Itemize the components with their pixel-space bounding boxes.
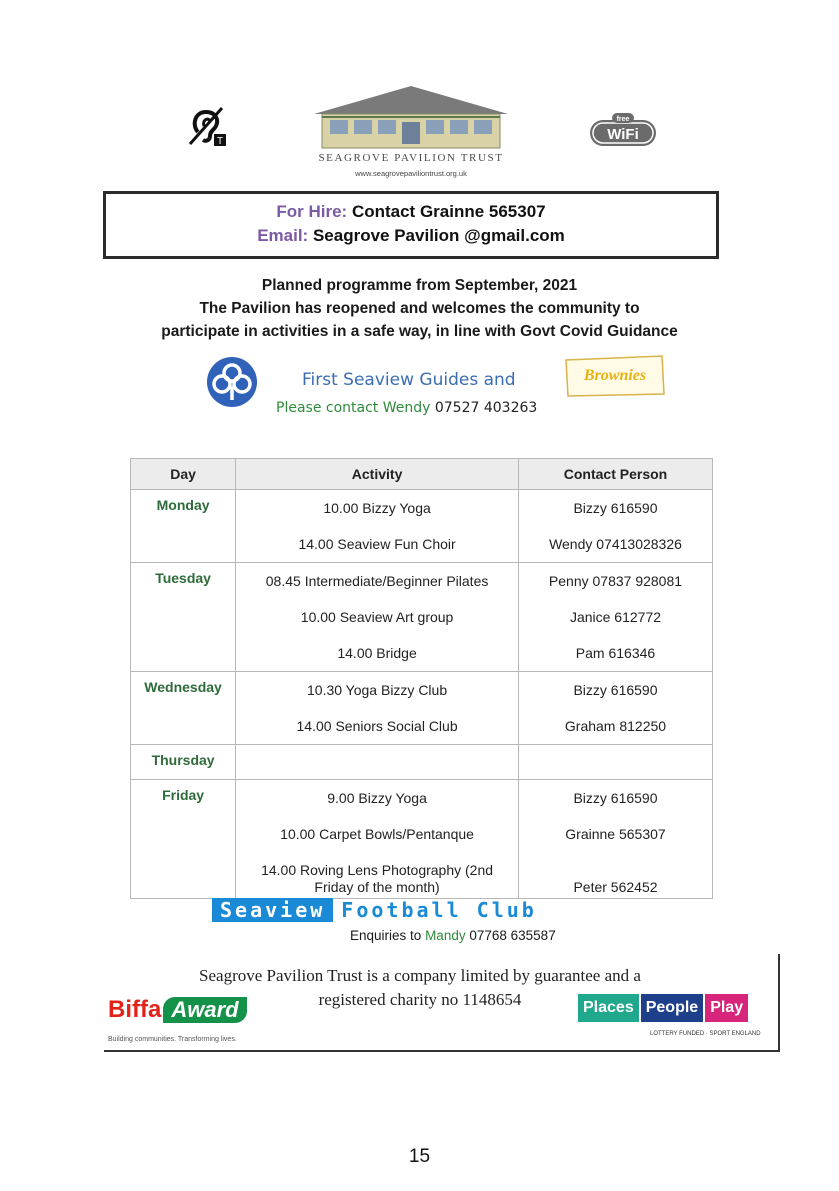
- biffa-label: Biffa: [108, 996, 162, 1023]
- contact-cell: [518, 780, 712, 899]
- contact-person: Bizzy 616590: [573, 789, 658, 806]
- activity-cell: [236, 672, 519, 745]
- brownies-label: Brownies: [583, 367, 647, 384]
- play-label: Play: [705, 994, 748, 1022]
- website-link[interactable]: www.seagrovepaviliontrust.org.uk: [355, 169, 467, 178]
- award-label: Award: [163, 997, 246, 1023]
- football-contact-name: Mandy: [425, 928, 466, 943]
- free-wifi-icon: [588, 112, 660, 152]
- wifi-free-label: free: [616, 116, 630, 123]
- hearing-loop-icon: [186, 104, 228, 148]
- email-address[interactable]: Seagrove Pavilion @gmail.com: [312, 226, 565, 245]
- football-name-part1: Seaview: [212, 898, 333, 922]
- guides-contact-text: Please contact Wendy: [276, 400, 431, 416]
- email-label: Email:: [257, 226, 309, 245]
- contact-person: Wendy 07413028326: [549, 535, 682, 552]
- trust-name: SEAGROVE PAVILION TRUST: [318, 152, 504, 164]
- football-name-part2: Football Club: [341, 898, 537, 922]
- guides-contact: [276, 400, 537, 416]
- activity: 14.00 Bridge: [337, 644, 417, 661]
- activity: 14.00 Roving Lens Photography (2nd Friday of the month): [261, 862, 494, 895]
- football-phone: 07768 635587: [469, 928, 556, 943]
- intro-line: participate in activities in a safe way, in line with Govt Covid Guidance: [161, 323, 678, 340]
- table-header-row: [131, 459, 713, 490]
- charity-line: Seagrove Pavilion Trust is a company limited by guarantee and a: [199, 966, 641, 985]
- places-people-play-logo: [578, 994, 748, 1022]
- activity: 14.00 Seniors Social Club: [296, 717, 458, 734]
- football-enquiries: [350, 928, 556, 943]
- girlguiding-trefoil-icon: [206, 356, 258, 408]
- table-row: [131, 745, 713, 780]
- day-monday: Monday: [131, 490, 236, 563]
- day-friday: Friday: [131, 780, 236, 899]
- charity-line: registered charity no 1148654: [318, 990, 522, 1009]
- activity-cell: [236, 780, 519, 899]
- pavilion-building-icon: [308, 84, 514, 150]
- hire-contact: Contact Grainne 565307: [351, 202, 546, 221]
- contact-person: Penny 07837 928081: [548, 572, 683, 589]
- intro-heading: Planned programme from September, 2021: [261, 277, 578, 294]
- biffa-tagline: Building communities. Transforming lives.: [108, 1036, 237, 1043]
- header-contact: Contact Person: [518, 459, 712, 490]
- places-label: Places: [578, 994, 639, 1022]
- contact-person: Janice 612772: [569, 608, 662, 625]
- biffa-award-logo: [108, 996, 247, 1024]
- contact-cell: [518, 672, 712, 745]
- pavilion-logo: [308, 84, 514, 190]
- day-tuesday: Tuesday: [131, 563, 236, 672]
- activity: 08.45 Intermediate/Beginner Pilates: [265, 572, 489, 589]
- contact-cell: [518, 745, 712, 780]
- contact-person: Bizzy 616590: [573, 681, 658, 698]
- activity: 10.00 Carpet Bowls/Pentanque: [280, 825, 474, 842]
- header-activity: Activity: [236, 459, 519, 490]
- activity-cell: [236, 563, 519, 672]
- contact-cell: [518, 563, 712, 672]
- header-day: Day: [131, 459, 236, 490]
- activity: 10.00 Bizzy Yoga: [323, 499, 431, 516]
- programme-intro: [60, 274, 779, 343]
- activity: 14.00 Seaview Fun Choir: [298, 535, 456, 552]
- activity-cell: [236, 745, 519, 780]
- enquiries-label: Enquiries to: [350, 928, 422, 943]
- activity: 10.30 Yoga Bizzy Club: [307, 681, 448, 698]
- contact-person: Pam 616346: [575, 644, 656, 661]
- people-label: People: [641, 994, 703, 1022]
- activity: 10.00 Seaview Art group: [300, 608, 454, 625]
- football-club-logo: [212, 898, 537, 922]
- activity: 9.00 Bizzy Yoga: [327, 789, 427, 806]
- svg-text:T: T: [216, 136, 224, 147]
- table-row: [131, 490, 713, 563]
- hire-contact-box: [103, 191, 719, 259]
- page-number: 15: [408, 1146, 431, 1167]
- contact-person: Bizzy 616590: [573, 499, 658, 516]
- hire-label: For Hire:: [276, 202, 348, 221]
- activity-schedule-table: [130, 458, 713, 899]
- brownies-logo: [562, 354, 668, 398]
- guides-contact-phone: 07527 403263: [434, 400, 538, 416]
- day-thursday: Thursday: [131, 745, 236, 780]
- contact-person: Grainne 565307: [565, 825, 666, 842]
- table-row: [131, 563, 713, 672]
- contact-cell: [518, 490, 712, 563]
- table-row: [131, 672, 713, 745]
- activity-cell: [236, 490, 519, 563]
- wifi-label: WiFi: [607, 126, 639, 143]
- table-row: [131, 780, 713, 899]
- day-wednesday: Wednesday: [131, 672, 236, 745]
- contact-person: Peter 562452: [573, 879, 658, 895]
- intro-line: The Pavilion has reopened and welcomes the community to: [199, 300, 640, 317]
- contact-person: Graham 812250: [564, 717, 667, 734]
- lottery-logos: LOTTERY FUNDED · SPORT ENGLAND: [650, 1031, 761, 1037]
- guides-title: First Seaview Guides and: [302, 370, 516, 390]
